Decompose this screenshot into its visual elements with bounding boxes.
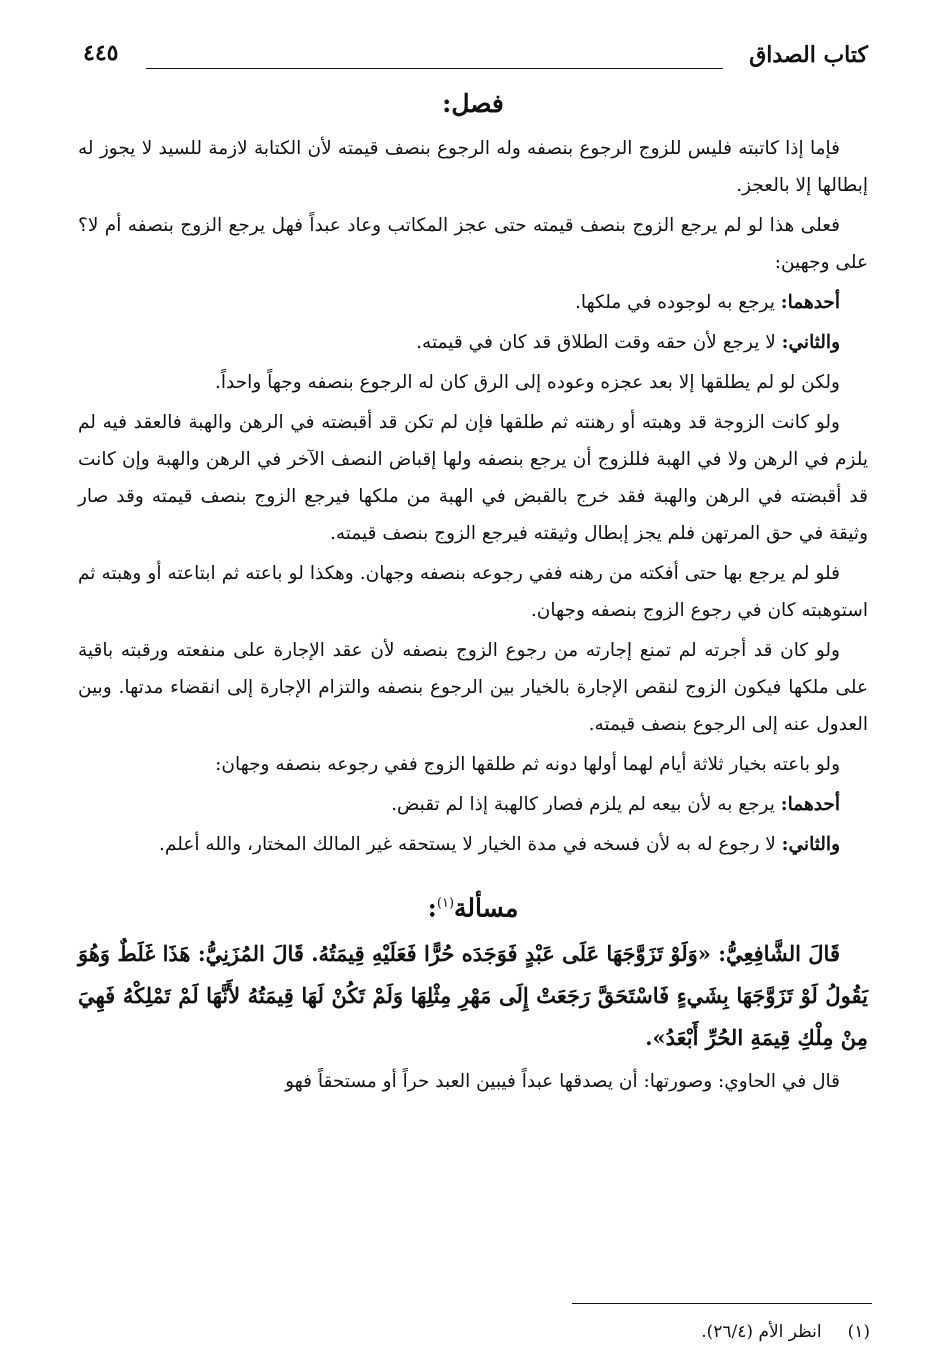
paragraph-text: فلو لم يرجع بها حتى أفكته من رهنه ففي رجوعه بنصفه وجهان. وهكذا لو باعته ثم ابتاعته أو وهبته ثم استوهبته كان في رجوع الزوج بنصفه وجهان.	[78, 563, 868, 621]
paragraph	[78, 786, 868, 823]
paragraph-text: ولو باعته بخيار ثلاثة أيام لهما أولها دونه ثم طلقها الزوج ففي رجوعه بنصفه وجهان:	[215, 754, 840, 775]
paragraph	[78, 324, 868, 361]
paragraph	[78, 826, 868, 863]
footnote	[701, 1318, 870, 1346]
paragraph-lead: والثاني:	[781, 834, 840, 855]
running-title: كتاب الصداق	[749, 42, 868, 68]
footnote-number: (١)	[847, 1322, 870, 1342]
paragraph-text: ولو كانت الزوجة قد وهبته أو رهنته ثم طلقها فإن لم تكن قد أقبضته في الرهن والهبة فالعقد فيه لم يلزم في الرهن ولا في الهبة فللزوج أن يرجع بنصفه ولها إقباض النصف الآخر في الرهن والهبة وإن كانت قد أقبضته في الرهن والهبة فقد خرج بالقبض في الهبة من ملكها فيرجع الزوج بنصف قيمته وقد صار وثيقة في حق المرتهن فلم يجز إبطال وثيقته فيرجع الزوج بنصف قيمته.	[78, 412, 868, 544]
paragraph-text: يرجع به لوجوده في ملكها.	[574, 292, 775, 313]
paragraph	[78, 632, 868, 743]
shafii-quote: قَالَ الشَّافِعِيُّ: «وَلَوْ تَزَوَّجَهَا عَلَى عَبْدٍ فَوَجَدَه حُرًّا فَعَلَيْهِ قِيمَتُهُ. قَالَ المُزَنِيُّ: هَذَا غَلَطٌ وَهُوَ يَقُولُ لَوْ تَزَوَّجَهَا بِشَيءٍ فَاسْتَحَقَّ رَجَعَتْ إِلَى مَهْرِ مِثْلِهَا وَلَمْ تَكُنْ لَهَا قِيمَتُهُ لأَنَّهَا لَمْ تَمْلِكْهُ فَهِيَ مِنْ مِلْكِ قِيمَةِ الحُرِّ أَبْعَدُ».	[78, 941, 868, 1051]
page-number: ٤٤٥	[83, 40, 119, 66]
footnote-marker[interactable]: (١)	[436, 896, 455, 911]
paragraph	[78, 284, 868, 321]
paragraph-text: فإما إذا كاتبته فليس للزوج الرجوع بنصفه وله الرجوع بنصف قيمته لأن الكتابة لازمة للسيد لا يجوز له إبطالها إلا بالعجز.	[78, 138, 868, 196]
paragraph	[78, 130, 868, 204]
closing-paragraph: قال في الحاوي: وصورتها: أن يصدقها عبداً فيبين العبد حراً أو مستحقاً فهو	[285, 1071, 840, 1093]
paragraph-text: لا يرجع لأن حقه وقت الطلاق قد كان في قيمته.	[416, 332, 776, 353]
masala-title: مسألة	[454, 893, 519, 923]
page-header	[78, 30, 868, 78]
paragraph-lead: أحدهما:	[780, 794, 840, 815]
paragraph	[78, 555, 868, 629]
paragraph-text: لا رجوع له به لأن فسخه في مدة الخيار لا يستحقه غير المالك المختار، والله أعلم.	[159, 834, 776, 855]
book-page	[78, 30, 868, 1103]
paragraph-lead: أحدهما:	[780, 292, 840, 313]
paragraph-text: فعلى هذا لو لم يرجع الزوج بنصف قيمته حتى عجز المكاتب وعاد عبداً فهل يرجع الزوج بنصفه أم لا؟ على وجهين:	[78, 215, 868, 273]
paragraph	[78, 207, 868, 281]
section-heading: فصل:	[442, 89, 504, 118]
paragraph-text: ولو كان قد أجرته لم تمنع إجارته من رجوع الزوج بنصفه لأن عقد الإجارة على منفعته ورقبته باقية على ملكها فيكون الزوج لنقص الإجارة بالخيار بين الرجوع بنصفه والتزام الإجارة إلى انقضاء مدتها. وبين العدول عنه إلى الرجوع بنصف قيمته.	[78, 640, 868, 735]
paragraph	[78, 746, 868, 783]
paragraph	[78, 364, 868, 401]
paragraph-text: ولكن لو لم يطلقها إلا بعد عجزه وعوده إلى الرق كان له الرجوع بنصفه وجهاً واحداً.	[215, 372, 840, 393]
paragraph	[78, 404, 868, 552]
footnote-text: انظر الأم (٢٦/٤).	[701, 1322, 822, 1342]
masala-heading: مسألة$^{(١)}$:	[427, 893, 519, 923]
footnote-separator	[572, 1303, 872, 1304]
paragraph-text: يرجع به لأن بيعه لم يلزم فصار كالهبة إذا لم تقبض.	[391, 794, 775, 815]
header-rule	[146, 68, 723, 69]
paragraph-lead: والثاني:	[781, 332, 840, 353]
